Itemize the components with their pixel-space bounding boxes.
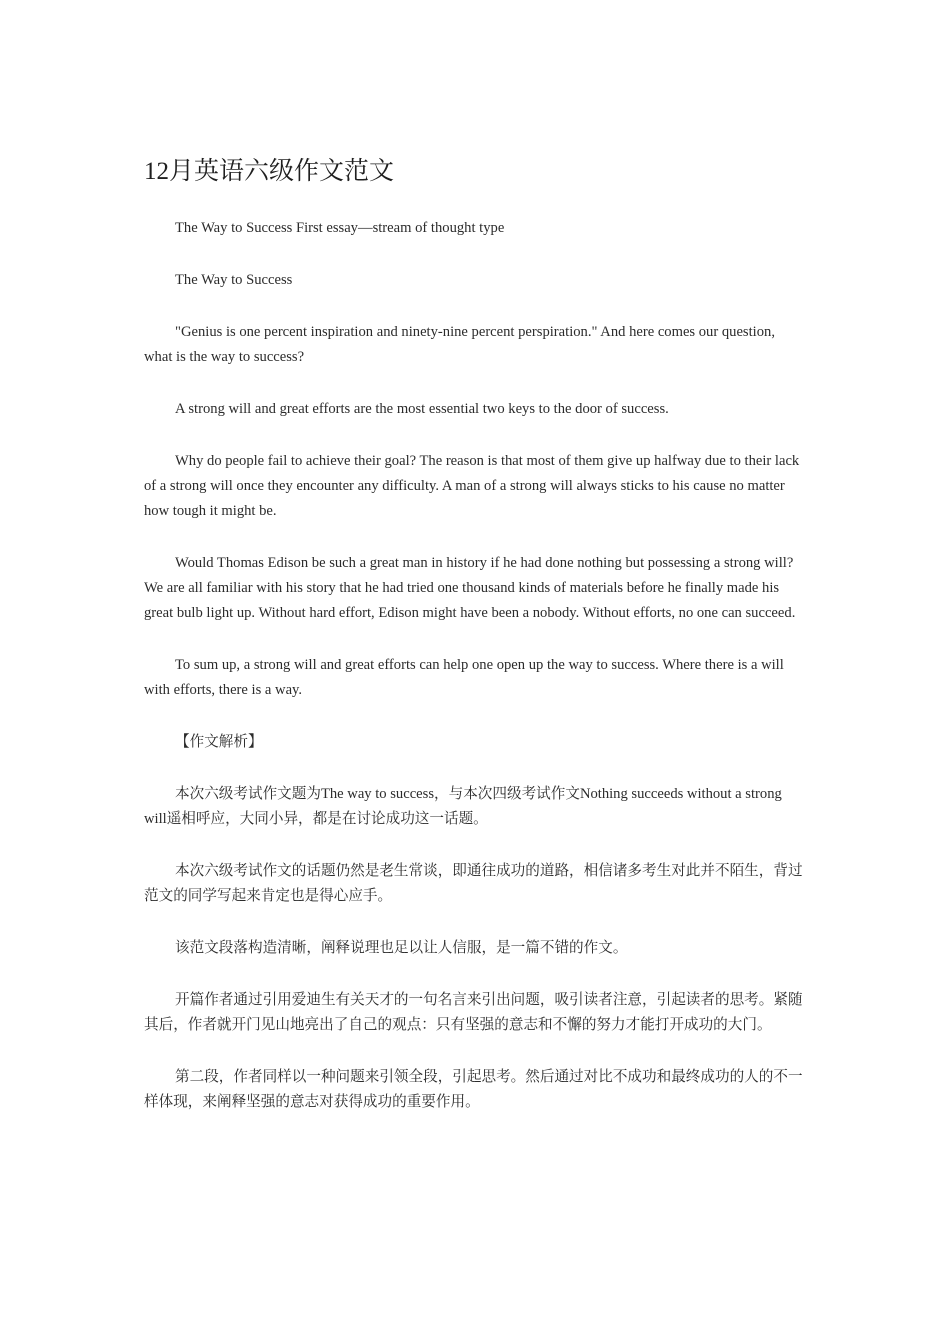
- essay-paragraph-intro: "Genius is one percent inspiration and ninety-nine percent perspiration." And here comes our question, what is the way to success?: [144, 324, 775, 365]
- essay-paragraph-conclusion: To sum up, a strong will and great efforts can help one open up the way to success. Where there is a will with efforts, there is a way.: [144, 657, 784, 698]
- analysis-paragraph-3: 该范文段落构造清晰，阐释说理也足以让人信服，是一篇不错的作文。: [175, 940, 628, 956]
- essay-paragraph-will: Why do people fail to achieve their goal? The reason is that most of them give up halfway due to their lack of a strong will once they encounter any difficulty. A man of a strong will always sticks to his cause no matter how tough it might be.: [144, 453, 800, 519]
- analysis-paragraph-1: 本次六级考试作文题为The way to success，与本次四级考试作文Nothing succeeds without a strong will遥相呼应，大同小异，都是在讨论成功这一话题。: [144, 786, 782, 827]
- essay-paragraph-effort: Would Thomas Edison be such a great man in history if he had done nothing but possessing a strong will? We are all familiar with his story that he had tried one thousand kinds of materials before he finally made his great bulb light up. Without hard effort, Edison might have been a nobody. Without efforts, no one can succeed.: [144, 555, 796, 621]
- analysis-paragraph-5: 第二段，作者同样以一种问题来引领全段，引起思考。然后通过对比不成功和最终成功的人的不一样体现，来阐释坚强的意志对获得成功的重要作用。: [144, 1069, 803, 1110]
- analysis-paragraph-2: 本次六级考试作文的话题仍然是老生常谈，即通往成功的道路，相信诸多考生对此并不陌生，背过范文的同学写起来肯定也是得心应手。: [144, 863, 803, 904]
- document-page: [144, 152, 806, 1142]
- analysis-paragraph-4: 开篇作者通过引用爱迪生有关天才的一句名言来引出问题，吸引读者注意，引起读者的思考。紧随其后，作者就开门见山地亮出了自己的观点：只有坚强的意志和不懈的努力才能打开成功的大门。: [144, 992, 803, 1033]
- document-title: 12月英语六级作文范文: [144, 158, 395, 185]
- essay-title: The Way to Success: [175, 272, 293, 288]
- analysis-heading: 【作文解析】: [175, 734, 263, 750]
- essay-paragraph-thesis: A strong will and great efforts are the most essential two keys to the door of success.: [175, 401, 669, 417]
- essay-type-line: The Way to Success First essay—stream of thought type: [175, 220, 505, 236]
